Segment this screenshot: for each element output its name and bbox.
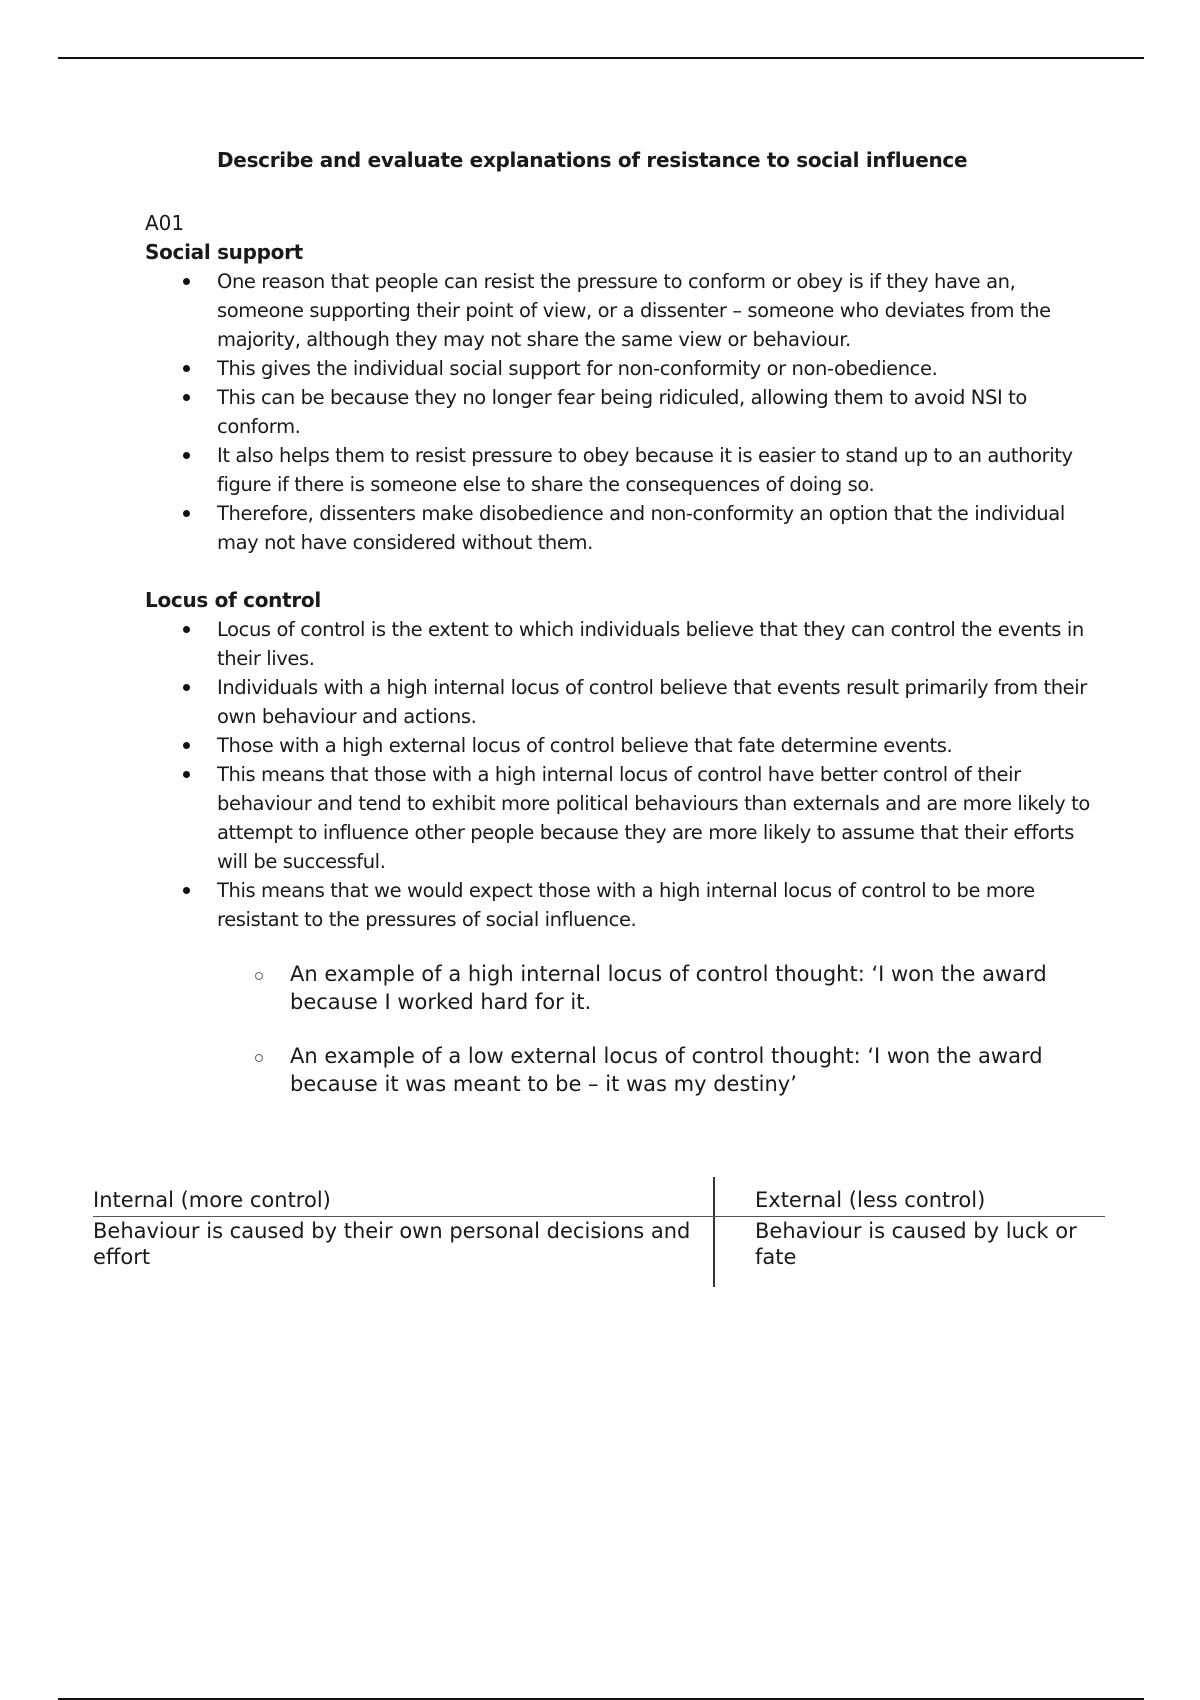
sub-list-item xyxy=(145,960,1105,1016)
list-item-text: This gives the individual social support for non-conformity or non-obedience. xyxy=(217,357,938,380)
hollow-bullet-icon xyxy=(255,1054,263,1062)
list-item-text: Locus of control is the extent to which individuals believe that they can control the events in their lives. xyxy=(217,618,1084,670)
bullet-icon xyxy=(183,278,190,285)
list-item-text: This can be because they no longer fear being ridiculed, allowing them to avoid NSI to conform. xyxy=(217,386,1027,438)
locus-comparison-table xyxy=(93,1177,1105,1270)
header-rule xyxy=(58,57,1144,59)
table-cell-internal: Behaviour is caused by their own personal decisions and effort xyxy=(93,1219,691,1269)
table-cell-external: Behaviour is caused by luck or fate xyxy=(755,1219,1077,1269)
document-body xyxy=(145,146,1105,1124)
bullet-icon xyxy=(183,626,190,633)
list-item-text: One reason that people can resist the pressure to conform or obey is if they have an, someone supporting their point of view, or a dissenter – someone who deviates from the majority, although they may not share the same view or behaviour. xyxy=(217,270,1051,351)
locus-of-control-list xyxy=(145,615,1105,934)
list-item xyxy=(145,267,1105,354)
example-list xyxy=(145,960,1105,1098)
bullet-icon xyxy=(183,510,190,517)
list-item xyxy=(145,441,1105,499)
bullet-icon xyxy=(183,887,190,894)
section-heading-locus-of-control: Locus of control xyxy=(145,588,321,612)
social-support-list xyxy=(145,267,1105,557)
table-header-row xyxy=(93,1177,1105,1217)
sub-list-item xyxy=(145,1042,1105,1098)
sub-list-item-text: An example of a low external locus of control thought: ‘I won the award because it was meant to be – it was my destiny’ xyxy=(290,1044,1043,1096)
list-item xyxy=(145,876,1105,934)
section-heading-social-support: Social support xyxy=(145,240,303,264)
bullet-icon xyxy=(183,452,190,459)
section-label: A01 xyxy=(145,211,185,235)
list-item-text: Those with a high external locus of control believe that fate determine events. xyxy=(217,734,953,757)
sub-list-item-text: An example of a high internal locus of control thought: ‘I won the award because I worked hard for it. xyxy=(290,962,1047,1014)
list-item xyxy=(145,383,1105,441)
list-item-text: Therefore, dissenters make disobedience and non-conformity an option that the individual may not have considered without them. xyxy=(217,502,1065,554)
table-header-internal: Internal (more control) xyxy=(93,1177,733,1217)
bullet-icon xyxy=(183,684,190,691)
list-item xyxy=(145,354,1105,383)
list-item xyxy=(145,760,1105,876)
bullet-icon xyxy=(183,742,190,749)
list-item-text: This means that those with a high internal locus of control have better control of their behaviour and tend to exhibit more political behaviours than externals and are more likely to attempt to influence other people because they are more likely to assume that their efforts will be successful. xyxy=(217,763,1090,873)
bullet-icon xyxy=(183,771,190,778)
table-row xyxy=(93,1217,1105,1270)
list-item-text: It also helps them to resist pressure to obey because it is easier to stand up to an authority figure if there is someone else to share the consequences of doing so. xyxy=(217,444,1073,496)
document-title: Describe and evaluate explanations of resistance to social influence xyxy=(217,148,968,172)
bullet-icon xyxy=(183,394,190,401)
list-item xyxy=(145,499,1105,557)
list-item xyxy=(145,673,1105,731)
table-header-external: External (less control) xyxy=(733,1177,1105,1217)
hollow-bullet-icon xyxy=(255,972,263,980)
list-item-text: This means that we would expect those with a high internal locus of control to be more resistant to the pressures of social influence. xyxy=(217,879,1035,931)
bullet-icon xyxy=(183,365,190,372)
list-item xyxy=(145,731,1105,760)
list-item-text: Individuals with a high internal locus of control believe that events result primarily from their own behaviour and actions. xyxy=(217,676,1087,728)
list-item xyxy=(145,615,1105,673)
